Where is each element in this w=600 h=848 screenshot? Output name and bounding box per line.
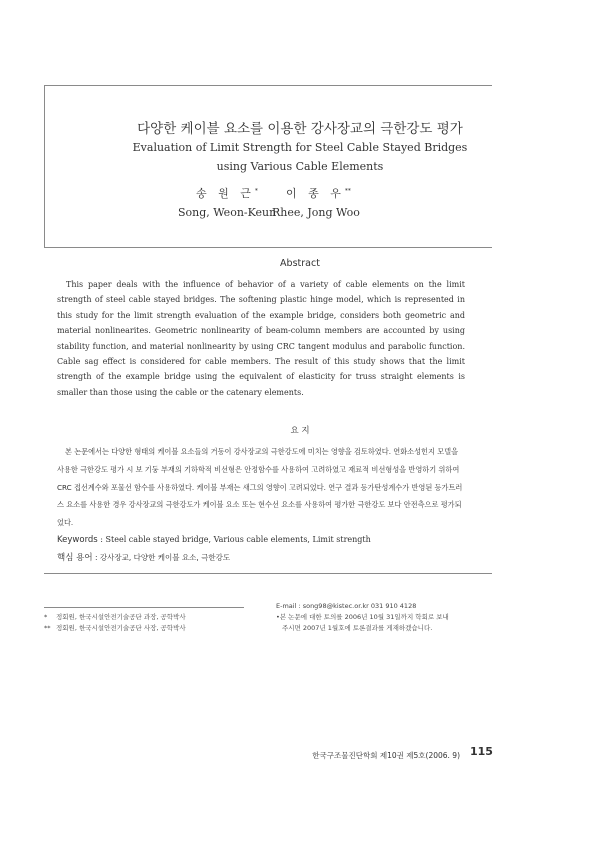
paper-title-en-line1: Evaluation of Limit Strength for Steel Cable Stayed Bridges (132, 141, 468, 154)
title-box-bottom-rule (44, 247, 492, 248)
discussion-note-line2: 주시면 2007년 1월호에 토론결과를 게재하겠습니다. (282, 624, 433, 632)
footnotes-right (276, 601, 449, 634)
discussion-note-line1: •본 논문에 대한 토의를 2006년 10월 31일까지 학회로 보내 (276, 613, 449, 621)
footnotes-left (44, 612, 186, 634)
author-1-name-ko: 송 원 근* (196, 187, 258, 200)
author-2-name-ko: 이 종 우** (286, 187, 351, 200)
author-1-name-en: Song, Weon-Keun (178, 206, 277, 219)
paper-title-ko: 다양한 케이블 요소를 이용한 강사장교의 극한강도 평가 (137, 121, 463, 137)
content-bottom-rule (44, 573, 492, 574)
keywords-ko-label: 핵심 용어 (57, 553, 93, 563)
keywords-label: Keywords (57, 535, 98, 545)
footnote-1: * 정회원, 한국시설안전기술공단 과장, 공학박사 (44, 613, 186, 621)
summary-ko-text: 본 논문에서는 다양한 형태의 케이블 요소들의 거동이 강사장교의 극한강도에 미치는 영향을 검토하였다. 연화소성힌지 모델을 사용한 극한강도 평가 시 보 기둥 부재의 기하학적 비선형은 안정함수를 사용하여 고려하였고 재료적 비선형성을 반영하기 위하여 CRC 접선계수와 포물선 함수를 사용하였다. 케이블 부재는 새그의 영향이 고려되었다. 연구 결과 등가탄성계수가 반영된 등가트러스 요소를 사용한 경우 강사장교의 극한강도가 케이블 요소 또는 현수선 요소를 사용하여 평가한 극한강도 보다 안전측으로 평가되었다. (57, 447, 463, 528)
abstract-heading: Abstract (280, 258, 320, 269)
keywords-text: Steel cable stayed bridge, Various cable elements, Limit strength (105, 535, 371, 544)
contact-email: E-mail : song98@kistec.or.kr 031 910 4128 (276, 602, 417, 610)
author-2-name-en: Rhee, Jong Woo (272, 206, 360, 219)
footnote-2: ** 정회원, 한국시설안전기술공단 사장, 공학박사 (44, 624, 186, 632)
keywords-line: Keywords : Steel cable stayed bridge, Various cable elements, Limit strength (57, 535, 371, 545)
title-box-top-rule (44, 85, 492, 86)
journal-citation: 한국구조물진단학회 제10권 제5호(2006. 9) (312, 751, 460, 760)
paper-title-en-line2: using Various Cable Elements (216, 160, 384, 173)
keywords-ko-line: 핵심 용어 : 강사장교, 다양한 케이블 요소, 극한강도 (57, 553, 231, 563)
abstract-text: This paper deals with the influence of behavior of a variety of cable elements on the limit strength of steel cable stayed bridges. The softening plastic hinge model, which is represented in this study for the limit strength evaluation of the example bridge, considers both geometric and material nonlinearites. Geometric nonlinearity of beam-column members are accounted by using stability function, and material nonlinearity by using CRC tangent modulus and parabolic function. Cable sag effect is considered for cable members. The result of this study shows that the limit strength of the example bridge using the equivalent of elasticity for truss straight elements is smaller than those using the cable or the catenary elements. (57, 280, 465, 397)
footnote-rule (44, 607, 244, 608)
keywords-ko-text: 강사장교, 다양한 케이블 요소, 극한강도 (99, 553, 231, 562)
summary-ko-heading: 요 지 (290, 426, 310, 436)
page-number: 115 (470, 745, 493, 758)
